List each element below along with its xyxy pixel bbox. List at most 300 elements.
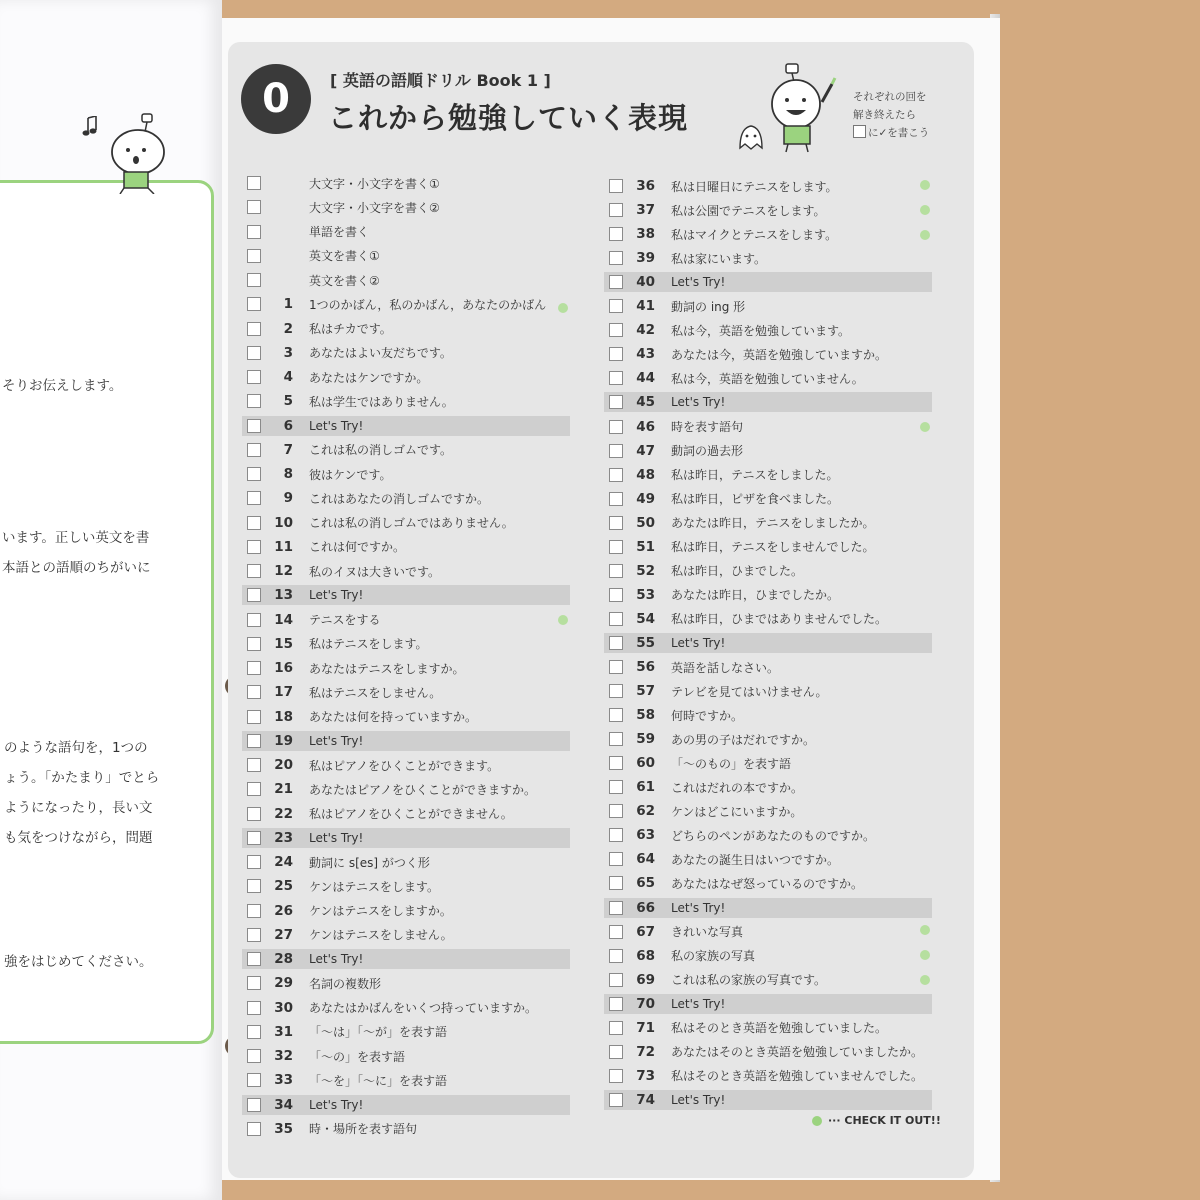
lesson-number: 8 [283, 466, 293, 482]
lesson-row [242, 222, 570, 242]
lesson-checkbox[interactable] [609, 1045, 623, 1059]
lesson-number: 36 [636, 178, 655, 194]
ghost-character-icon [736, 122, 766, 152]
green-dot-icon [920, 422, 930, 432]
lesson-row [242, 876, 570, 896]
lesson-row [242, 1119, 570, 1139]
lesson-checkbox[interactable] [609, 804, 623, 818]
green-dot-icon [920, 230, 930, 240]
lesson-checkbox[interactable] [609, 612, 623, 626]
lesson-checkbox[interactable] [609, 540, 623, 554]
lesson-checkbox[interactable] [247, 855, 261, 869]
lesson-row [604, 729, 932, 749]
lesson-number: 11 [274, 538, 293, 555]
lesson-checkbox[interactable] [247, 904, 261, 918]
lesson-row [242, 246, 570, 266]
lesson-row [604, 417, 932, 437]
lets-try-row [242, 585, 570, 605]
lesson-checkbox[interactable] [609, 492, 623, 506]
lesson-row [242, 755, 570, 775]
lesson-number: 10 [274, 514, 293, 531]
lesson-checkbox[interactable] [609, 949, 623, 963]
lesson-number: 24 [274, 854, 293, 870]
lesson-row [604, 922, 932, 942]
lesson-row [242, 319, 570, 339]
lesson-title: Let's Try! [671, 395, 726, 410]
lesson-row [604, 753, 932, 773]
lesson-title: Let's Try! [309, 588, 364, 603]
lesson-number: 37 [636, 202, 655, 219]
lesson-row [242, 391, 570, 411]
lesson-checkbox[interactable] [609, 468, 623, 482]
lesson-number: 31 [274, 1023, 293, 1040]
lesson-number: 57 [636, 683, 655, 700]
lesson-row [242, 901, 570, 921]
lesson-title: あなたは今，英語を勉強していますか。 [671, 347, 888, 362]
lesson-checkbox[interactable] [247, 540, 261, 554]
lesson-title: ケンはテニスをしますか。 [309, 904, 452, 918]
lesson-checkbox[interactable] [609, 876, 623, 890]
lesson-checkbox[interactable] [247, 176, 261, 190]
lesson-number: 4 [283, 369, 293, 385]
lesson-number: 55 [636, 634, 655, 651]
lesson-number: 61 [636, 779, 655, 796]
lesson-row [242, 852, 570, 872]
lesson-title: これは私の消しゴムではありません。 [309, 516, 514, 530]
lesson-number: 1 [283, 296, 293, 313]
lesson-title: 大文字・小文字を書く① [309, 176, 440, 191]
lesson-checkbox[interactable] [247, 370, 261, 384]
lesson-title: 何時ですか。 [671, 708, 744, 723]
lesson-row [242, 561, 570, 581]
lesson-checkbox[interactable] [609, 516, 623, 530]
lesson-title: 「～の」を表す語 [309, 1049, 406, 1064]
lesson-title: 私は昨日，テニスをしませんでした。 [671, 540, 875, 555]
lesson-row [242, 197, 570, 217]
lesson-number: 41 [636, 298, 655, 315]
lesson-row [242, 804, 570, 824]
lesson-number: 46 [636, 418, 655, 435]
lesson-number: 21 [274, 781, 293, 798]
lesson-checkbox[interactable] [247, 516, 261, 530]
lesson-title: 私は公園でテニスをします。 [671, 203, 826, 218]
lesson-checkbox[interactable] [609, 420, 623, 434]
lesson-number: 43 [636, 346, 655, 363]
green-dot-icon [558, 303, 568, 313]
lesson-checkbox[interactable] [247, 491, 261, 505]
lesson-checkbox[interactable] [247, 322, 261, 336]
lets-try-row [242, 949, 570, 969]
lesson-number: 22 [274, 805, 293, 822]
lesson-row [242, 367, 570, 387]
lesson-title: Let's Try! [309, 830, 364, 845]
lets-try-row [242, 828, 570, 848]
lesson-number: 45 [636, 394, 655, 411]
lesson-row [604, 489, 932, 509]
lesson-checkbox[interactable] [247, 1049, 261, 1063]
lesson-row [242, 658, 570, 678]
lesson-title: 私はピアノをひくことができません。 [309, 807, 513, 821]
left-text-line: 強をはじめてください。 [4, 954, 153, 970]
lesson-number: 53 [636, 586, 655, 603]
lesson-checkbox[interactable] [609, 997, 623, 1011]
lesson-row [604, 585, 932, 605]
lesson-title: 私はそのとき英語を勉強していませんでした。 [671, 1069, 924, 1084]
lesson-checkbox[interactable] [247, 1073, 261, 1087]
lesson-checkbox[interactable] [247, 928, 261, 942]
lesson-row [604, 946, 932, 966]
lesson-title: 私はピアノをひくことができます。 [309, 758, 500, 773]
lesson-checkbox[interactable] [609, 1093, 623, 1107]
lets-try-row [604, 994, 932, 1014]
lesson-checkbox[interactable] [247, 734, 261, 748]
lesson-number: 42 [636, 322, 655, 339]
lesson-row [242, 779, 570, 799]
lesson-checkbox[interactable] [247, 1122, 261, 1136]
lesson-number: 28 [274, 951, 293, 967]
lesson-number: 12 [274, 563, 293, 579]
lesson-checkbox[interactable] [609, 684, 623, 698]
lesson-number: 14 [274, 611, 293, 628]
lesson-checkbox[interactable] [609, 564, 623, 578]
lesson-row [242, 294, 570, 314]
lesson-title: Let's Try! [671, 996, 726, 1011]
left-text-line: も気をつけながら，問題 [4, 830, 153, 846]
lesson-number: 48 [636, 466, 655, 483]
lesson-checkbox[interactable] [247, 685, 261, 699]
green-dot-icon [920, 180, 930, 190]
lesson-title: 私はテニスをしません。 [309, 685, 442, 700]
lesson-row [604, 561, 932, 581]
lesson-row [604, 296, 932, 316]
lesson-checkbox[interactable] [609, 973, 623, 987]
lesson-checkbox[interactable] [609, 636, 623, 650]
lesson-number: 59 [636, 731, 655, 748]
lesson-title: ケンはテニスをします。 [309, 879, 439, 894]
lesson-checkbox[interactable] [247, 443, 261, 457]
lesson-title: あなたは昨日，ひまでしたか。 [671, 588, 840, 603]
lesson-number: 70 [636, 995, 655, 1012]
lesson-title: 動詞の ing 形 [671, 299, 746, 314]
lesson-row [604, 1066, 932, 1086]
lesson-checkbox[interactable] [247, 588, 261, 602]
lesson-title: きれいな写真 [671, 925, 744, 940]
check-it-out-text: ··· CHECK IT OUT!! [828, 1114, 941, 1127]
lets-try-row [242, 1095, 570, 1115]
lesson-number: 58 [636, 707, 655, 724]
left-text-line: のような語句を，1つの [4, 740, 148, 756]
lesson-checkbox[interactable] [247, 1098, 261, 1112]
left-text-line: ょう。「かたまり」でとら [4, 770, 160, 786]
lesson-row [242, 488, 570, 508]
left-text-line: 本語との語順のちがいに [2, 560, 151, 576]
lesson-checkbox[interactable] [609, 251, 623, 265]
lesson-checkbox[interactable] [609, 708, 623, 722]
lesson-checkbox[interactable] [609, 275, 623, 289]
lesson-checkbox[interactable] [247, 613, 261, 627]
unit-number-badge: 0 [241, 64, 311, 134]
lets-try-row [242, 416, 570, 436]
lesson-number: 39 [636, 250, 655, 267]
lesson-row [604, 441, 932, 461]
lesson-checkbox[interactable] [609, 299, 623, 313]
lesson-row [242, 634, 570, 654]
lesson-checkbox[interactable] [609, 828, 623, 842]
lesson-title: 私は今，英語を勉強していません。 [671, 371, 864, 386]
lesson-number: 30 [274, 999, 293, 1016]
lesson-row [242, 440, 570, 460]
lesson-checkbox[interactable] [609, 588, 623, 602]
lesson-number: 18 [274, 708, 293, 725]
lesson-title: 時を表す語句 [671, 420, 744, 434]
lesson-checkbox[interactable] [609, 323, 623, 337]
lesson-row [604, 513, 932, 533]
lesson-title: あの男の子はだれですか。 [671, 732, 816, 747]
lets-try-row [604, 392, 932, 412]
lesson-number: 20 [274, 757, 293, 773]
left-book-page [0, 0, 222, 1200]
lesson-checkbox[interactable] [609, 347, 623, 361]
lesson-checkbox[interactable] [247, 782, 261, 796]
lesson-number: 64 [636, 851, 655, 868]
lesson-title: 英語を話しなさい。 [671, 660, 780, 675]
green-dot-icon [558, 615, 568, 625]
lesson-title: あなたはよい友だちです。 [309, 346, 452, 361]
lesson-title: あなたの誕生日はいつですか。 [671, 852, 840, 867]
lesson-number: 26 [274, 902, 293, 919]
lesson-row [604, 344, 932, 364]
mascot-character-icon [100, 112, 180, 194]
lesson-number: 35 [274, 1120, 293, 1137]
checkbox-sample-icon [853, 125, 866, 138]
lesson-row [242, 707, 570, 727]
lesson-title: これは私の家族の写真です。 [671, 973, 827, 988]
lesson-checkbox[interactable] [247, 637, 261, 651]
lesson-title: あなたはテニスをしますか。 [309, 661, 465, 676]
lesson-checkbox[interactable] [609, 203, 623, 217]
lesson-title: 私はチカです。 [309, 322, 392, 336]
lesson-row [242, 270, 570, 290]
lesson-title: ケンはどこにいますか。 [671, 804, 803, 819]
left-text-line: ようになったり，長い文 [4, 800, 153, 816]
lesson-title: 私の家族の写真 [671, 949, 756, 964]
lesson-number: 3 [283, 344, 293, 361]
lesson-number: 50 [636, 514, 655, 531]
lesson-row [242, 464, 570, 484]
lesson-checkbox[interactable] [247, 831, 261, 845]
lesson-title: どちらのペンがあなたのものですか。 [671, 828, 876, 843]
lesson-row [604, 465, 932, 485]
lesson-title: あなたは昨日，テニスをしましたか。 [671, 516, 875, 531]
lesson-title: Let's Try! [309, 733, 364, 748]
lesson-title: 「～のもの」を表す語 [671, 756, 792, 771]
lesson-checkbox[interactable] [247, 564, 261, 578]
lesson-title: 私は昨日，ひまでした。 [671, 564, 804, 579]
instruction-text: に✓を書こう [868, 127, 930, 139]
lesson-title: あなたはかばんをいくつ持っていますか。 [309, 1001, 538, 1015]
lesson-checkbox[interactable] [247, 297, 261, 311]
lesson-title: あなたはピアノをひくことができますか。 [309, 782, 537, 797]
lesson-row [242, 343, 570, 363]
lesson-checkbox[interactable] [247, 1001, 261, 1015]
book-subtitle: [ 英語の語順ドリル Book 1 ] [330, 71, 551, 90]
lesson-number: 69 [636, 971, 655, 988]
lesson-title: 名詞の複数形 [309, 976, 382, 991]
lesson-checkbox[interactable] [247, 952, 261, 966]
lesson-checkbox[interactable] [609, 227, 623, 241]
lesson-title: 大文字・小文字を書く② [309, 200, 440, 215]
lesson-title: Let's Try! [671, 275, 726, 290]
lesson-row [604, 537, 932, 557]
lesson-checkbox[interactable] [609, 179, 623, 193]
lesson-checkbox[interactable] [609, 1069, 623, 1083]
lesson-checkbox[interactable] [247, 419, 261, 433]
lesson-title: 彼はケンです。 [309, 467, 392, 482]
lesson-number: 52 [636, 562, 655, 579]
lesson-row [604, 200, 932, 220]
lesson-number: 63 [636, 827, 655, 844]
lesson-number: 49 [636, 490, 655, 507]
lesson-row [242, 973, 570, 993]
lesson-checkbox[interactable] [609, 395, 623, 409]
lesson-checkbox[interactable] [609, 371, 623, 385]
green-dot-icon [920, 975, 930, 985]
lesson-number: 29 [274, 975, 293, 992]
lesson-number: 33 [274, 1072, 293, 1089]
lesson-checkbox[interactable] [609, 1021, 623, 1035]
lesson-number: 62 [636, 803, 655, 820]
lesson-row [604, 176, 932, 196]
lesson-title: 「～は」「～が」を表す語 [309, 1025, 448, 1040]
lets-try-row [604, 633, 932, 653]
lesson-checkbox[interactable] [609, 780, 623, 794]
lesson-row [604, 849, 932, 869]
lesson-checkbox[interactable] [247, 710, 261, 724]
lesson-number: 71 [636, 1019, 655, 1036]
lesson-row [242, 1022, 570, 1042]
lesson-number: 74 [636, 1091, 655, 1108]
green-dot-icon [812, 1116, 822, 1126]
lesson-title: 私は家にいます。 [671, 251, 767, 266]
left-text-line: います。正しい英文を書 [2, 530, 150, 546]
lesson-checkbox[interactable] [247, 467, 261, 481]
lesson-checkbox[interactable] [247, 661, 261, 675]
lesson-checkbox[interactable] [247, 976, 261, 990]
lesson-checkbox[interactable] [247, 394, 261, 408]
lesson-title: 私はテニスをします。 [309, 637, 428, 652]
music-note-icon [82, 116, 100, 138]
lesson-checkbox[interactable] [609, 732, 623, 746]
lesson-row [604, 320, 932, 340]
instruction-line [853, 125, 929, 140]
lesson-checkbox[interactable] [247, 200, 261, 214]
lesson-checkbox[interactable] [609, 852, 623, 866]
lesson-checkbox[interactable] [247, 758, 261, 772]
lesson-row [604, 1018, 932, 1038]
lesson-row [604, 705, 932, 725]
lesson-number: 66 [636, 899, 655, 916]
lesson-title: これは何ですか。 [309, 540, 406, 555]
lesson-row [604, 1042, 932, 1062]
lesson-number: 7 [283, 441, 293, 458]
lesson-title: これはあなたの消しゴムですか。 [309, 491, 490, 506]
lesson-title: 私は学生ではありません。 [309, 394, 454, 409]
lesson-title: これは私の消しゴムです。 [309, 443, 453, 458]
lesson-row [604, 970, 932, 990]
lesson-checkbox[interactable] [247, 1025, 261, 1039]
lesson-checkbox[interactable] [609, 925, 623, 939]
lesson-number: 38 [636, 226, 655, 243]
lesson-title: これはだれの本ですか。 [671, 780, 804, 795]
lesson-title: 私はマイクとテニスをします。 [671, 227, 838, 242]
mascot-character-icon [760, 62, 844, 154]
lesson-number: 68 [636, 947, 655, 964]
lesson-number: 44 [636, 370, 655, 387]
lesson-checkbox[interactable] [247, 879, 261, 893]
lesson-checkbox[interactable] [247, 225, 261, 239]
lesson-number: 27 [274, 926, 293, 943]
lesson-row [242, 998, 570, 1018]
lesson-title: Let's Try! [309, 1097, 364, 1112]
lesson-title: Let's Try! [309, 952, 364, 966]
check-it-out-label [812, 1114, 941, 1127]
lesson-title: テニスをする [309, 613, 381, 627]
lesson-title: ケンはテニスをしません。 [309, 928, 453, 943]
lesson-checkbox[interactable] [609, 901, 623, 915]
lesson-row [604, 681, 932, 701]
lesson-row [242, 1046, 570, 1066]
page-title: これから勉強していく表現 [328, 101, 689, 135]
lesson-row [604, 248, 932, 268]
lesson-checkbox[interactable] [609, 756, 623, 770]
lesson-checkbox[interactable] [609, 444, 623, 458]
lesson-title: テレビを見てはいけません。 [671, 684, 828, 699]
lets-try-row [604, 898, 932, 918]
instruction-line: それぞれの回を [853, 91, 927, 103]
lesson-number: 47 [636, 442, 655, 459]
lesson-title: 1つのかばん，私のかばん，あなたのかばん [309, 297, 547, 312]
lesson-title: あなたはケンですか。 [309, 370, 429, 385]
lesson-title: 単語を書く [309, 225, 370, 239]
lesson-row [604, 873, 932, 893]
lesson-number: 17 [274, 684, 293, 701]
lesson-title: あなたはなぜ怒っているのですか。 [671, 876, 864, 891]
green-dot-icon [920, 950, 930, 960]
lesson-number: 15 [274, 635, 293, 652]
lesson-number: 51 [636, 538, 655, 555]
lesson-number: 2 [283, 320, 293, 337]
lesson-number: 54 [636, 610, 655, 627]
lesson-checkbox[interactable] [247, 346, 261, 360]
lesson-number: 13 [274, 587, 293, 604]
lesson-number: 32 [274, 1048, 293, 1064]
lesson-number: 60 [636, 755, 655, 772]
lesson-row [242, 925, 570, 945]
lets-try-row [604, 272, 932, 292]
lesson-row [604, 777, 932, 797]
lesson-checkbox[interactable] [247, 249, 261, 263]
lesson-title: 私は昨日，テニスをしました。 [671, 468, 839, 483]
lesson-number: 56 [636, 659, 655, 675]
lesson-checkbox[interactable] [247, 807, 261, 821]
lesson-checkbox[interactable] [609, 660, 623, 674]
lesson-title: 私は昨日，ピザを食べました。 [671, 492, 840, 507]
left-text-line: そりお伝えします。 [2, 378, 123, 394]
lesson-checkbox[interactable] [247, 273, 261, 287]
lesson-row [242, 513, 570, 533]
lesson-number: 73 [636, 1067, 655, 1084]
lesson-title: あなたはそのとき英語を勉強していましたか。 [671, 1045, 924, 1060]
